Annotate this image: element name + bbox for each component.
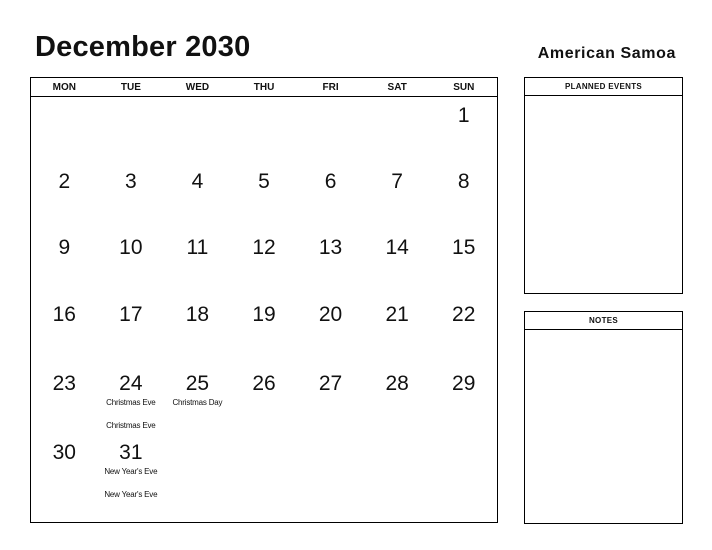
day-cell [231,163,298,229]
event-list [164,397,231,408]
day-number: 3 [125,170,137,193]
day-cell [98,365,165,434]
weekday-wed: WED [185,82,210,93]
day-cell [364,97,431,163]
day-number: 29 [452,372,476,395]
day-cell [364,365,431,434]
day-cell [98,229,165,296]
day-cell [231,296,298,365]
day-cell [98,163,165,229]
day-number: 4 [191,170,204,193]
day-cell [430,365,497,434]
day-cell [164,434,231,513]
day-cell [31,365,98,434]
day-number: 9 [58,236,71,259]
day-cell [31,434,98,513]
calendar-grid [30,77,498,523]
day-number: 15 [452,236,476,259]
day-number: 18 [185,303,210,326]
day-cell [297,97,364,163]
day-number: 31 [119,441,143,464]
day-number: 19 [252,303,276,326]
day-cell [31,97,98,163]
event-label: New Year's Eve [104,490,158,499]
event-label: Christmas Eve [106,421,156,430]
day-cell [31,296,98,365]
day-number: 25 [185,372,210,395]
day-cell [297,163,364,229]
day-number: 11 [186,236,209,259]
event-list [98,397,165,431]
region-label: American Samoa [537,45,676,62]
weekday-thu: THU [253,82,275,93]
day-number: 26 [252,372,276,395]
day-cell [31,229,98,296]
day-cell [231,97,298,163]
day-cell [164,365,231,434]
day-number: 10 [119,236,143,259]
weekday-tue: TUE [120,82,141,93]
day-number: 2 [58,170,71,193]
notes-box [524,311,683,524]
day-cell [430,163,497,229]
day-cell [164,229,231,296]
day-number: 13 [318,236,343,259]
day-cell [297,229,364,296]
day-cell [297,434,364,513]
day-cell [364,163,431,229]
planned-events-box [524,77,683,294]
weekday-mon: MON [52,82,76,93]
day-cell [231,434,298,513]
day-number: 20 [318,303,343,326]
day-cell [231,365,298,434]
day-grid [31,97,497,513]
day-number: 14 [385,236,409,259]
event-label: Christmas Eve [106,398,156,407]
day-number: 16 [52,303,76,326]
day-number: 24 [119,372,143,395]
day-number: 17 [119,303,143,326]
weekday-header-row [31,78,497,97]
day-cell [364,434,431,513]
day-cell [430,296,497,365]
planned-events-header: PLANNED EVENTS [525,78,682,96]
event-label: New Year's Eve [104,467,158,476]
day-cell [164,97,231,163]
day-number: 1 [457,104,470,127]
day-number: 12 [252,236,276,259]
day-number: 28 [385,372,409,395]
weekday-fri: FRI [322,82,339,93]
day-number: 21 [385,303,409,326]
day-cell [364,296,431,365]
day-cell [98,97,165,163]
weekday-sat: SAT [387,82,407,93]
day-number: 23 [52,372,76,395]
day-number: 30 [52,441,76,464]
day-cell [98,296,165,365]
day-number: 27 [318,372,343,395]
event-list [98,466,165,500]
event-label: Christmas Day [172,398,223,407]
day-number: 8 [457,170,470,193]
notes-header: NOTES [525,312,682,330]
day-cell [231,229,298,296]
day-cell [430,97,497,163]
day-number: 7 [391,170,403,193]
day-cell [297,365,364,434]
day-number: 22 [452,303,476,326]
day-cell [31,163,98,229]
day-cell [98,434,165,513]
day-cell [297,296,364,365]
day-number: 5 [258,170,270,193]
day-cell [430,229,497,296]
day-cell [164,296,231,365]
day-number: 6 [324,170,337,193]
day-cell [430,434,497,513]
page-title: December 2030 [35,31,251,63]
weekday-sun: SUN [453,82,475,93]
day-cell [364,229,431,296]
day-cell [164,163,231,229]
